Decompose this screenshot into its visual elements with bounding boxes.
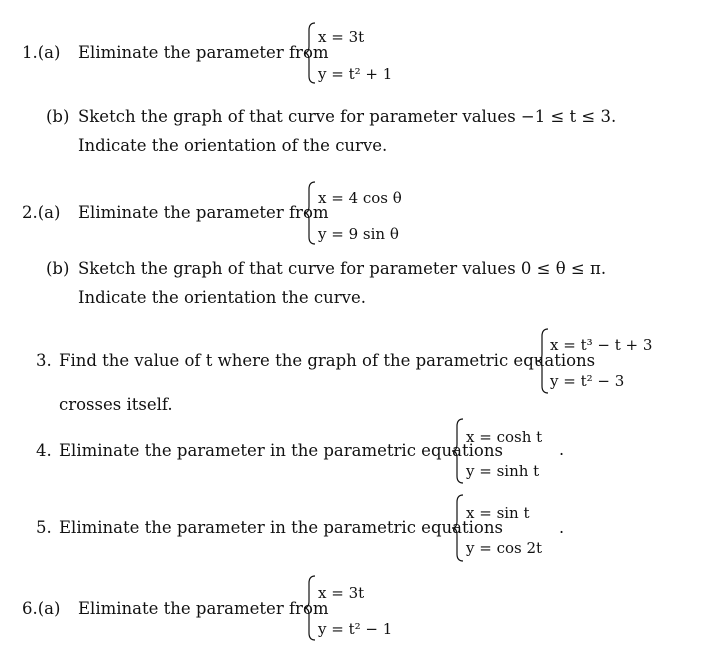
problem-2-equation-y: y = 9 sin θ [318,225,399,243]
left-brace-icon [303,181,317,245]
problem-2a-text: Eliminate the parameter from [78,203,329,222]
problem-6a-label: 6.(a) [22,599,61,618]
problem-2b-text: Sketch the graph of that curve for parameter values 0 ≤ θ ≤ π. [78,259,607,278]
problem-6-equation-y: y = t² − 1 [318,620,393,638]
problem-1b-orientation: Indicate the orientation of the curve. [78,136,388,155]
left-brace-icon [451,494,465,562]
problem-3-text: Find the value of t where the graph of the parametric equations [59,351,596,370]
problem-6-equation-x: x = 3t [318,584,365,602]
problem-1b-label: (b) [46,107,70,126]
problem-5-equation-x: x = sin t [466,504,530,522]
left-brace-icon [451,418,465,484]
left-brace-icon [536,328,550,394]
problem-1a-label: 1.(a) [22,43,61,62]
problem-5-period: . [559,518,565,537]
problem-1b-text: Sketch the graph of that curve for parameter values −1 ≤ t ≤ 3. [78,107,617,126]
problem-3-label: 3. [36,351,52,370]
problem-3-equation-x: x = t³ − t + 3 [550,336,653,354]
left-brace-icon [303,22,317,84]
problem-4-text: Eliminate the parameter in the parametric equations [59,441,503,460]
problem-1-equation-y: y = t² + 1 [318,65,393,83]
problem-4-equation-y: y = sinh t [466,462,540,480]
problem-1a-text: Eliminate the parameter from [78,43,329,62]
left-brace-icon [303,575,317,641]
problem-2-equation-x: x = 4 cos θ [318,189,402,207]
problem-4-label: 4. [36,441,52,460]
problem-4-equation-x: x = cosh t [466,428,543,446]
problem-4-period: . [559,440,565,459]
problem-5-text: Eliminate the parameter in the parametric equations [59,518,503,537]
problem-6a-text: Eliminate the parameter from [78,599,329,618]
problem-2a-label: 2.(a) [22,203,61,222]
problem-3-text-continued: crosses itself. [59,395,173,414]
problem-2b-label: (b) [46,259,70,278]
problem-2b-orientation: Indicate the orientation the curve. [78,288,366,307]
problem-3-equation-y: y = t² − 3 [550,372,625,390]
problem-5-equation-y: y = cos 2t [466,539,543,557]
problem-5-label: 5. [36,518,52,537]
problem-1-equation-x: x = 3t [318,28,365,46]
